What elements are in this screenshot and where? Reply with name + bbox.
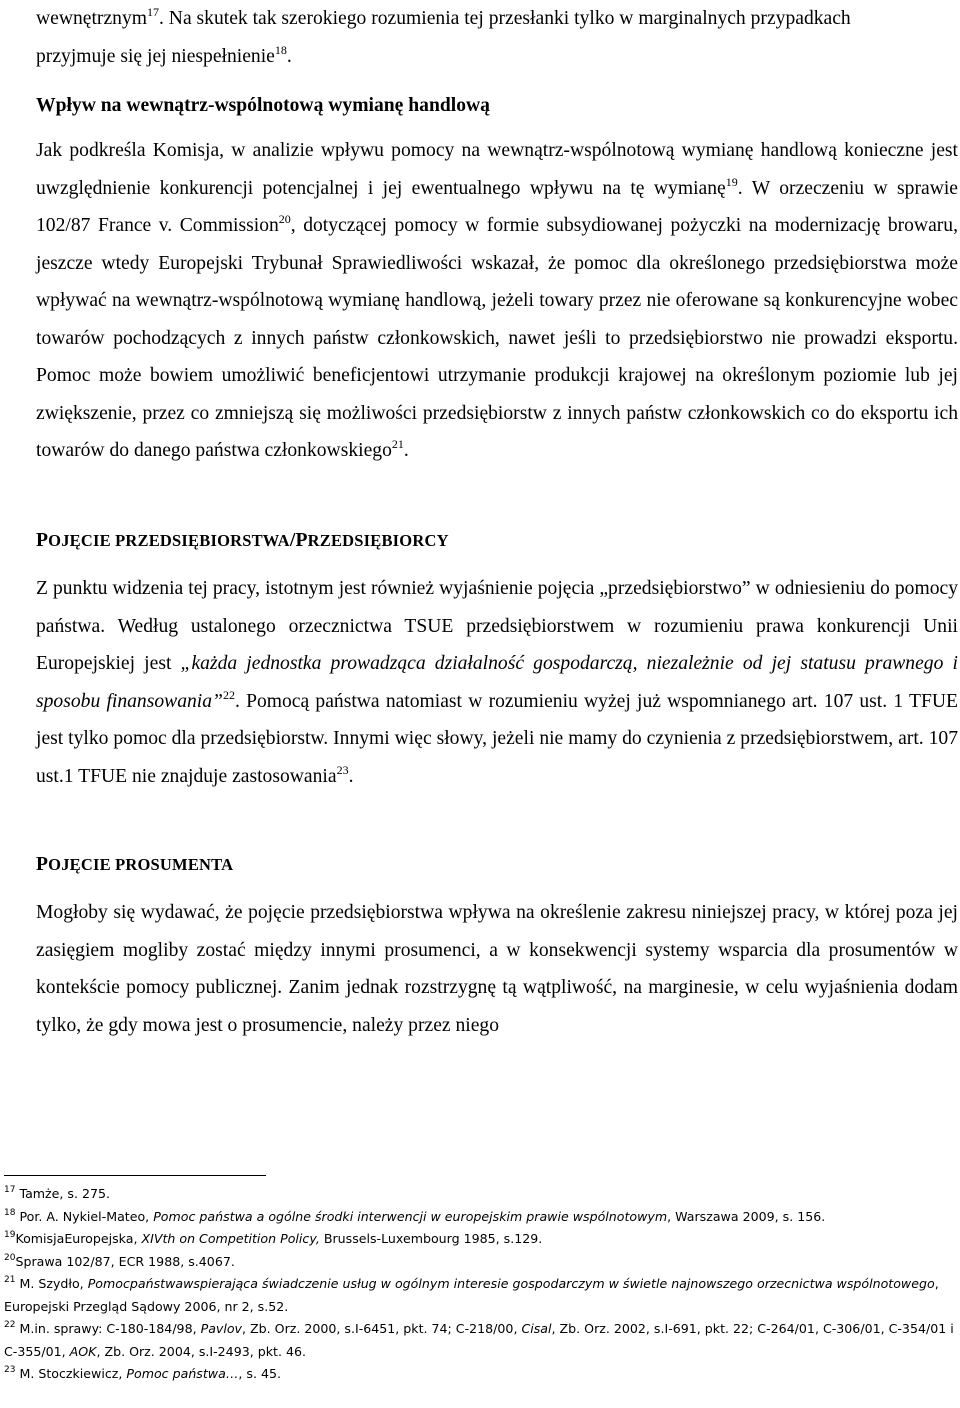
footnote-text: , Europejski Przegląd Sądowy 2006, nr 2, s.52. (4, 1276, 939, 1314)
footnote-ref-22[interactable]: 22 (222, 687, 235, 702)
text: wewnętrznym (36, 8, 147, 29)
heading-text: OJĘCIE PROSUMENTA (48, 855, 234, 874)
section-heading-prosumer (36, 854, 958, 876)
text: . Pomocą państwa natomiast w rozumieniu wyżej już wspomnianego art. 107 ust. 1 TFUE jest tylko pomoc dla przedsiębiorstw. Innymi więc słowy, jeżeli nie mamy do czynienia z przedsiębiorstwem, art. 107 ust.1 TFUE nie znajduje zastosowania (36, 690, 958, 787)
footnote-title: Pomoc państwa a ogólne środki interwencji w europejskim prawie wspólnotowym (153, 1208, 668, 1224)
footnote-17 (4, 1183, 956, 1206)
footnote-text: , Zb. Orz. 2004, s.I-2493, pkt. 46. (96, 1343, 306, 1359)
footnote-18 (4, 1206, 956, 1229)
section-heading-enterprise (36, 530, 958, 552)
footnote-title: Pomocpaństwawspierająca świadczenie usług w ogólnym interesie gospodarczym w świetle najnowszego orzecnictwa wspólnotowego (87, 1276, 935, 1291)
footnote-22 (4, 1318, 956, 1363)
text: . (403, 440, 409, 461)
footnote-number: 23 (4, 1365, 16, 1375)
footnote-title: Pomoc państwa… (126, 1366, 239, 1381)
footnote-text: , s. 45. (238, 1366, 282, 1381)
footnote-ref-19[interactable]: 19 (725, 174, 738, 189)
text: Z punktu widzenia tej pracy, istotnym jest również wyjaśnienie pojęcia „przedsiębiorstwo” w odniesieniu do pomocy państwa. Według ustalonego orzecznictwa TSUE przedsiębiorstwem w rozumieniu prawa konkurencji Unii Europejskiej jest (36, 578, 958, 674)
footnote-ref-23[interactable]: 23 (336, 762, 349, 777)
footnote-text: M. Szydło, (19, 1276, 88, 1291)
footnote-title: XIVth on Competition Policy, (141, 1231, 320, 1246)
footnote-text: Tamże, s. 275. (19, 1186, 111, 1201)
text: przyjmuje się jej niespełnienie (36, 45, 275, 67)
text: . (286, 45, 292, 67)
footnote-ref-20[interactable]: 20 (278, 212, 291, 226)
footnote-text: Por. A. Nykiel-Mateo, (19, 1208, 154, 1224)
heading-cap: P (36, 530, 49, 551)
footnote-20 (4, 1251, 956, 1274)
quote-definition: „każda jednostka prowadząca działalność gospodarczą, niezależnie od jej statusu prawnego i sposobu finansowania” (36, 653, 958, 712)
heading-cap: /P (289, 530, 308, 551)
footnote-number: 18 (4, 1207, 16, 1218)
heading-text: RZEDSIĘBIORCY (307, 531, 449, 550)
footnotes (4, 1183, 956, 1386)
paragraph-intro (36, 0, 958, 75)
text: . Na skutek tak szerokiego rozumienia tej przesłanki tylko w marginalnych przypadkach (159, 8, 851, 29)
footnote-text: , Zb. Orz. 2002, s.I-691, pkt. 22; C-264/01, C-306/01, C-354/01 i C-355/01, (4, 1321, 954, 1359)
paragraph-trade (36, 132, 958, 470)
footnote-text: Brussels-Luxembourg 1985, s.129. (319, 1231, 543, 1246)
section-heading-trade: Wpływ na wewnątrz-wspólnotową wymianę handlową (36, 95, 490, 116)
footnote-text: , Zb. Orz. 2000, s.I-6451, pkt. 74; C-218/00, (242, 1321, 522, 1336)
text: Jak podkreśla Komisja, w analizie wpływu pomocy na wewnątrz-wspólnotową wymianę handlową konieczne jest uwzględnienie konkurencji potencjalnej i jej ewentualnego wpływu na tę wymianę (36, 140, 958, 199)
footnote-number: 22 (4, 1320, 16, 1330)
footnote-23 (4, 1363, 956, 1386)
text: . W orzeczeniu w sprawie 102/87 France v. Commission (36, 177, 958, 236)
footnote-number: 19 (4, 1230, 16, 1240)
paragraph-enterprise (36, 570, 958, 795)
footnote-number: 17 (4, 1185, 16, 1195)
text: , dotyczącej pomocy w formie subsydiowanej pożyczki na modernizację browaru, jeszcze wtedy Europejski Trybunał Sprawiedliwości wskazał, że pomoc dla określonego przedsiębiorstwa może wpływać na wewnątrz-wspólnotową wymianę handlową, jeżeli towary przez nie oferowane są konkurencyjne wobec towarów pochodzących z innych państw członkowskich, nawet jeśli to przedsiębiorstwo nie prowadzi eksportu. Pomoc może bowiem umożliwić beneficjentowi utrzymanie produkcji krajowej na określonym poziomie lub jej zwiększenie, przez co zmniejszą się możliwości przedsiębiorstw z innych państw członkowskich co do eksportu ich towarów do danego państwa członkowskiego (36, 215, 959, 461)
footnote-text: M. Stoczkiewicz, (19, 1366, 127, 1381)
footnote-19 (4, 1228, 956, 1251)
footnote-number: 21 (4, 1275, 16, 1285)
footnote-ref-18[interactable]: 18 (274, 42, 287, 57)
footnote-number: 20 (4, 1252, 16, 1263)
heading-cap: P (36, 854, 49, 875)
footnote-ref-17[interactable]: 17 (147, 5, 159, 19)
footnote-text: M.in. sprawy: C-180-184/98, (19, 1321, 201, 1336)
footnote-separator (4, 1175, 266, 1176)
footnote-ref-21[interactable]: 21 (391, 437, 404, 451)
footnote-text: KomisjaEuropejska, (15, 1231, 142, 1246)
heading-text: OJĘCIE PRZEDSIĘBIORSTWA (48, 531, 290, 550)
footnote-title: Cisal (521, 1321, 552, 1336)
text: . (348, 765, 354, 787)
footnote-title: Pavlov (200, 1321, 243, 1336)
paragraph-prosumer: Mogłoby się wydawać, że pojęcie przedsiębiorstwa wpływa na określenie zakresu niniejszej pracy, w której poza jej zasięgiem mogliby zostać między innymi prosumenci, a w konsekwencji systemy wsparcia dla prosumentów w kontekście pomocy publicznej. Zanim jednak rozstrzygnę tą wątpliwość, na marginesie, w celu wyjaśnienia dodam tylko, że gdy mowa jest o prosumencie, należy przez niego (36, 902, 958, 1036)
footnote-text: Sprawa 102/87, ECR 1988, s.4067. (15, 1253, 235, 1269)
footnote-21 (4, 1273, 956, 1318)
footnote-text: , Warszawa 2009, s. 156. (667, 1208, 826, 1224)
footnote-title: AOK (69, 1343, 97, 1359)
